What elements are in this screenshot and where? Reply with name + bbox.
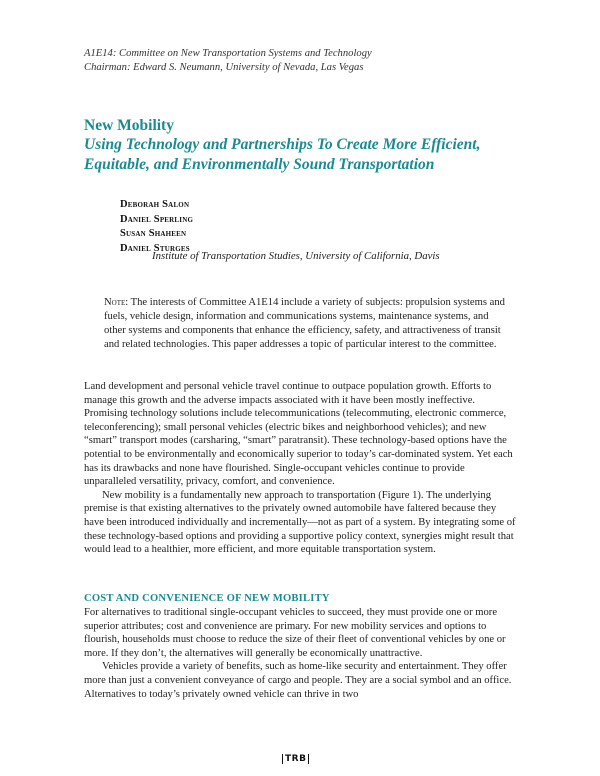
section-heading: COST AND CONVENIENCE OF NEW MOBILITY — [84, 593, 330, 604]
intro-body — [84, 380, 516, 557]
committee-header — [84, 47, 372, 75]
author-name: Daniel Sperling — [120, 213, 194, 225]
author-name: Deborah Salon — [120, 199, 190, 210]
author-affiliation: Institute of Transportation Studies, University of California, Davis — [152, 250, 440, 262]
intro-paragraph-1: Land development and personal vehicle travel continue to outpace population growth. Efforts to manage this growth and the adverse impacts associated with it have been mostly ineffective. Promising technology solutions include telecommunications (telecommuting, electronic commerce, teleconferencing); small personal vehicles (electric bikes and neighborhood vehicles); and new “smart” transport modes (carsharing, “smart” paratransit). These technology-based options have the potential to be environmentally and economically superior to today’s car-dominated system. Yet each has its drawbacks and none have flourished. Single-occupant vehicles continue to provide unparalleled versatility, privacy, comfort, and convenience. — [84, 381, 513, 488]
paper-title — [84, 116, 524, 175]
section-body — [84, 606, 516, 701]
section-paragraph-2: Vehicles provide a variety of benefits, such as home-like security and entertainment. They offer more than just a convenient conveyance of cargo and people. They are a social symbol and an office. Alternatives to today’s privately owned vehicle can thrive in two — [84, 661, 512, 700]
author-name: Susan Shaheen — [120, 228, 187, 239]
author-list — [120, 198, 193, 256]
title-subtitle-line-2: Equitable, and Environmentally Sound Transportation — [84, 156, 435, 173]
trb-logo: TRB — [282, 754, 309, 764]
chairman-line: Chairman: Edward S. Neumann, University of Nevada, Las Vegas — [84, 62, 364, 73]
note-text: : The interests of Committee A1E14 include a variety of subjects: propulsion systems and fuels, vehicle design, information and communications systems, maintenance systems, and other systems and components that enhance the efficiency, safety, and attractiveness of transit and related technologies. This paper addresses a topic of particular interest to the committee. — [104, 297, 505, 350]
note-label: Note — [104, 297, 126, 308]
committee-note — [104, 296, 509, 352]
intro-paragraph-2: New mobility is a fundamentally new approach to transportation (Figure 1). The underlying premise is that existing alternatives to the privately owned automobile have faltered because they have been introduced individually and incrementally—not as part of a system. By integrating some of these technology-based options and providing a supportive policy context, synergies might result that would lead to a healthier, more efficient, and more equitable transportation system. — [84, 489, 516, 556]
section-paragraph-1: For alternatives to traditional single-occupant vehicles to succeed, they must provide one or more superior attributes; cost and convenience are primary. For new mobility services and options to flourish, households must choose to reduce the size of their fleet of conventional vehicles by one or more. If they don’t, the alternatives will generally be economically unattractive. — [84, 607, 506, 659]
committee-line: A1E14: Committee on New Transportation Systems and Technology — [84, 48, 372, 59]
title-main: New Mobility — [84, 117, 174, 134]
title-subtitle-line-1: Using Technology and Partnerships To Create More Efficient, — [84, 136, 481, 153]
author-name: Daniel Sturges — [120, 242, 190, 254]
